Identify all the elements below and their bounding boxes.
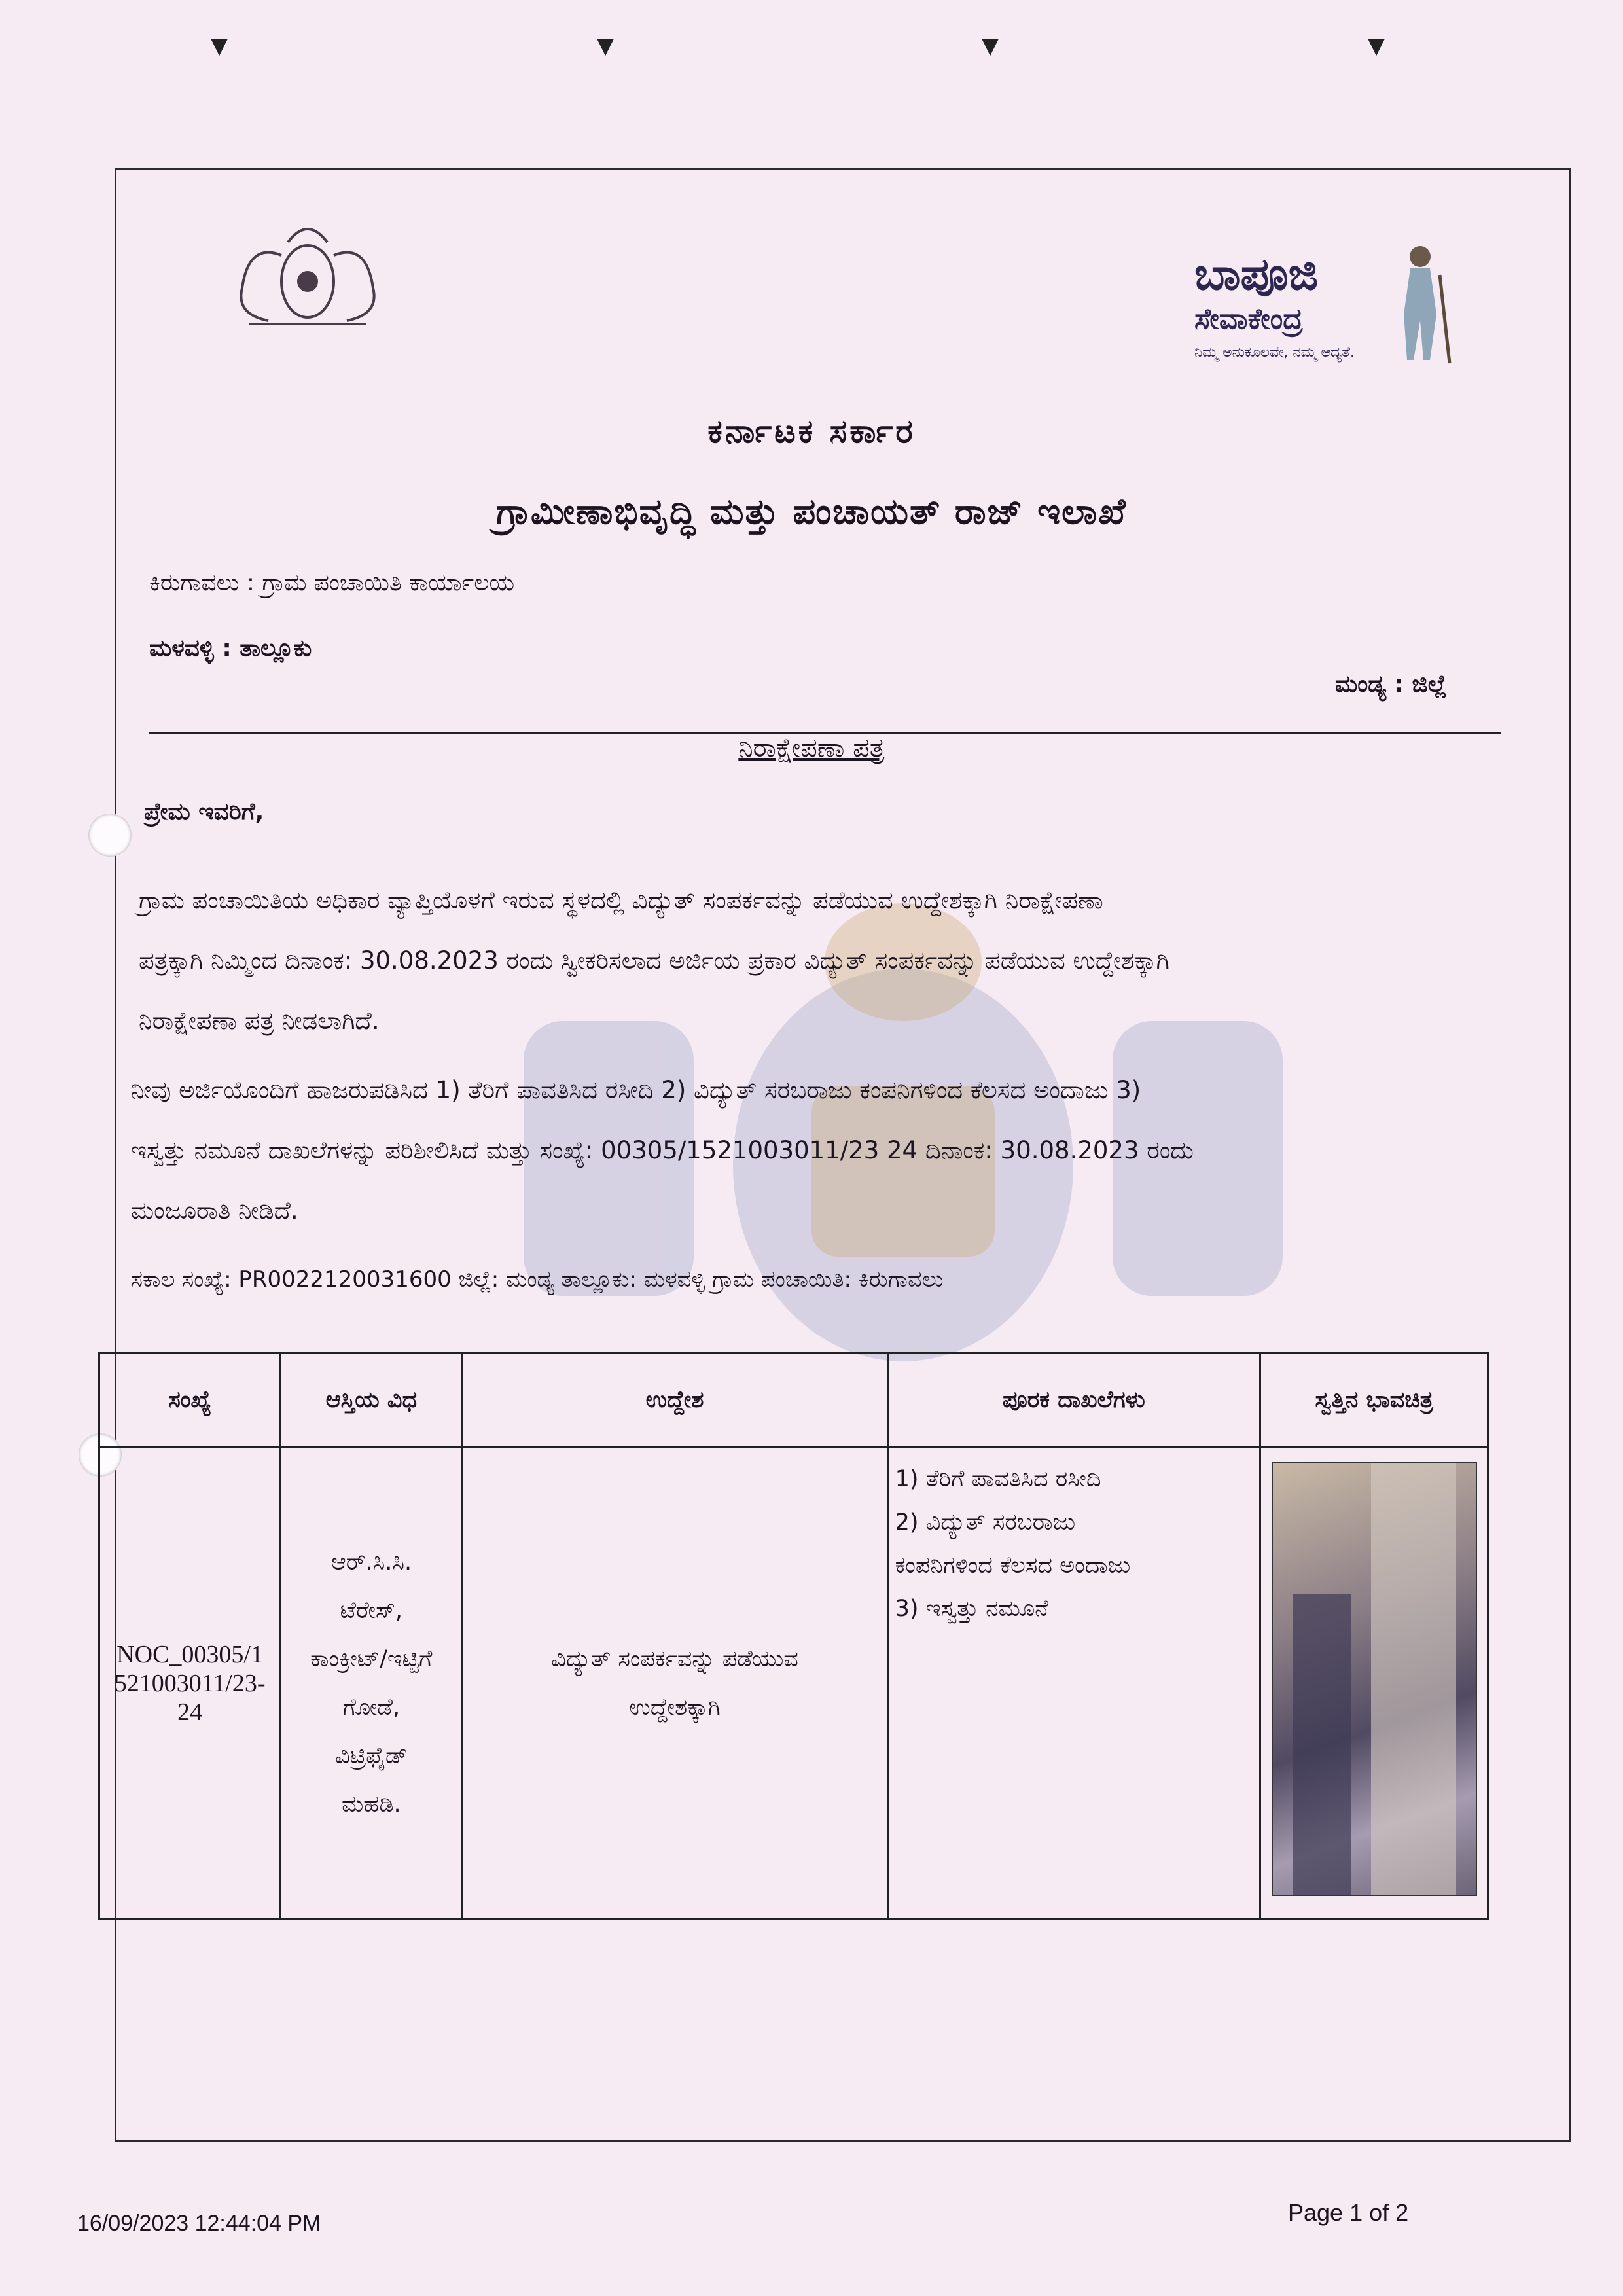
sakala-number-line: ಸಕಾಲ ಸಂಖ್ಯೆ: PR0022120031600 ಜಿಲ್ಲೆ: ಮಂಡ್ಯ ತಾಲ್ಲೂಕು: ಮಳವಳ್ಳಿ ಗ್ರಾಮ ಪಂಚಾಯಿತಿ: ಕಿರುಗಾವಲು (131, 1266, 944, 1293)
logo-tagline: ನಿಮ್ಮ ಅನುಕೂಲವೇ, ನಮ್ಮ ಆದ್ಯತೆ. (1194, 344, 1355, 361)
header-purpose: ಉದ್ದೇಶ (462, 1353, 887, 1448)
logo-subname: ಸೇವಾಕೇಂದ್ರ (1194, 302, 1303, 336)
paragraph-2-line-3: ಮಂಜೂರಾತಿ ನೀಡಿದೆ. (131, 1196, 298, 1225)
staple-mark-2: ▼ (597, 33, 615, 59)
staple-mark-4: ▼ (1368, 33, 1385, 59)
table-header-row (99, 1353, 1488, 1448)
district-line: ಮಂಡ್ಯ : ಜಿಲ್ಲೆ (1335, 671, 1447, 698)
document-title: ನಿರಾಕ್ಷೇಪಣಾ ಪತ್ರ (738, 733, 885, 763)
noc-number: NOC_00305/1521003011/23-24 (114, 1640, 266, 1726)
document-item-2: 2) ವಿದ್ಯುತ್ ಸರಬರಾಜು (895, 1509, 1076, 1535)
header-number: ಸಂಖ್ಯೆ (99, 1353, 281, 1448)
cell-documents (887, 1448, 1260, 1919)
office-line: ಕಿರುಗಾವಲು : ಗ್ರಾಮ ಪಂಚಾಯಿತಿ ಕಾರ್ಯಾಲಯ (149, 569, 515, 596)
gandhi-figure-icon (1384, 242, 1456, 367)
cell-number (99, 1448, 281, 1919)
paragraph-2 (131, 1060, 1518, 1241)
header-photo: ಸ್ವತ್ತಿನ ಭಾವಚಿತ್ರ (1260, 1353, 1488, 1448)
property-line-2: ಟೆರೇಸ್, (340, 1597, 403, 1624)
logo-name: ಬಾಪೂಜಿ (1194, 249, 1319, 300)
department-title: ಗ್ರಾಮೀಣಾಭಿವೃದ್ಧಿ ಮತ್ತು ಪಂಚಾಯತ್ ರಾಜ್ ಇಲಾಖೆ (496, 491, 1127, 532)
cell-property-type (281, 1448, 462, 1919)
purpose-line-1: ವಿದ್ಯುತ್ ಸಂಪರ್ಕವನ್ನು ಪಡೆಯುವ (551, 1645, 798, 1672)
salutation: ಪ್ರೇಮ ಇವರಿಗೆ, (144, 798, 264, 825)
noc-table (98, 1352, 1489, 1920)
document-item-4: 3) ಇಸ್ವತ್ತು ನಮೂನೆ (895, 1596, 1049, 1622)
paragraph-1-line-1: ಗ್ರಾಮ ಪಂಚಾಯಿತಿಯ ಅಧಿಕಾರ ವ್ಯಾಪ್ತಿಯೊಳಗೆ ಇರುವ ಸ್ಥಳದಲ್ಲಿ ವಿದ್ಯುತ್ ಸಂಪರ್ಕವನ್ನು ಪಡೆಯುವ ಉದ್ದೇಶಕ್ಕಾಗಿ ನಿರಾಕ್ಷೇಪಣಾ (139, 886, 1103, 914)
property-line-4: ಗೋಡೆ, (342, 1694, 401, 1721)
property-line-6: ಮಹಡಿ. (341, 1791, 401, 1818)
cell-purpose (462, 1448, 887, 1919)
paragraph-2-line-1: ನೀವು ಅರ್ಜಿಯೊಂದಿಗೆ ಹಾಜರುಪಡಿಸಿದ 1) ತೆರಿಗೆ ಪಾವತಿಸಿದ ರಸೀದಿ 2) ವಿದ್ಯುತ್ ಸರಬರಾಜು ಕಂಪನಿಗಳಿಂದ ಕೆಲಸದ ಅಂದಾಜು 3) (131, 1076, 1141, 1104)
staple-mark-1: ▼ (211, 33, 228, 59)
property-line-1: ಆರ್.ಸಿ.ಸಿ. (330, 1549, 412, 1575)
page-number: Page 1 of 2 (1288, 2199, 1409, 2226)
paragraph-1-line-3: ನಿರಾಕ್ಷೇಪಣಾ ಪತ್ರ ನೀಡಲಾಗಿದೆ. (139, 1007, 380, 1035)
purpose-line-2: ಉದ್ದೇಶಕ್ಕಾಗಿ (629, 1694, 721, 1721)
photo-panel (1371, 1463, 1456, 1895)
paragraph-1 (139, 870, 1513, 1051)
staple-mark-3: ▼ (982, 33, 999, 59)
karnataka-emblem-icon (223, 216, 393, 334)
document-item-3: ಕಂಪನಿಗಳಿಂದ ಕೆಲಸದ ಅಂದಾಜು (895, 1552, 1131, 1579)
header-documents: ಪೂರಕ ದಾಖಲೆಗಳು (887, 1353, 1260, 1448)
photo-pillar (1293, 1594, 1351, 1895)
paragraph-1-line-2: ಪತ್ರಕ್ಕಾಗಿ ನಿಮ್ಮಿಂದ ದಿನಾಂಕ: 30.08.2023 ರಂದು ಸ್ವೀಕರಿಸಲಾದ ಅರ್ಜಿಯ ಪ್ರಕಾರ ವಿದ್ಯುತ್ ಸಂಪರ್ಕವನ್ನು ಪಡೆಯುವ ಉದ್ದೇಶಕ್ಕಾಗಿ (139, 946, 1169, 975)
cell-photo (1260, 1448, 1488, 1919)
document-item-1: 1) ತೆರಿಗೆ ಪಾವತಿಸಿದ ರಸೀದಿ (895, 1466, 1101, 1492)
punch-hole-top (88, 814, 132, 857)
property-photo (1272, 1462, 1477, 1896)
paragraph-2-line-2: ಇಸ್ವತ್ತು ನಮೂನೆ ದಾಖಲೆಗಳನ್ನು ಪರಿಶೀಲಿಸಿದೆ ಮತ್ತು ಸಂಖ್ಯೆ: 00305/1521003011/23 24 ದಿನಾಂಕ: 30.08.2023 ರಂದು (131, 1136, 1194, 1164)
property-line-5: ವಿಟ್ರಿಫೈಡ್ (335, 1742, 408, 1769)
header-property-type: ಆಸ್ತಿಯ ವಿಧ (281, 1353, 462, 1448)
property-line-3: ಕಾಂಕ್ರೀಟ್/ಇಟ್ಟಿಗೆ (310, 1645, 433, 1672)
table-row (99, 1448, 1488, 1919)
taluk-line: ಮಳವಳ್ಳಿ : ತಾಲ್ಲೂಕು (149, 635, 312, 662)
government-title: ಕರ್ನಾಟಕ ಸರ್ಕಾರ (707, 412, 916, 450)
print-timestamp: 16/09/2023 12:44:04 PM (77, 2211, 321, 2236)
